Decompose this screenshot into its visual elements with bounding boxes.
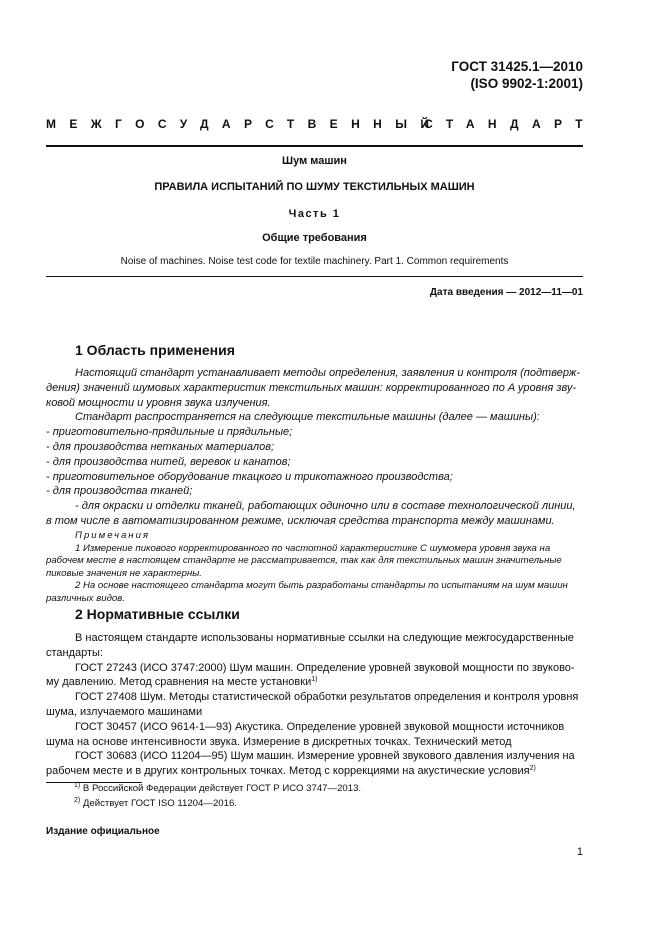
footnote-mark: 1) — [311, 676, 318, 684]
footnote-2 — [74, 798, 237, 809]
section-2-body — [46, 631, 583, 779]
thick-divider — [46, 145, 583, 147]
gost-number: ГОСТ 31425.1—2010 — [451, 59, 583, 74]
list-item: - приготовительно-прядильные и прядильные; — [46, 426, 293, 439]
reference-line: шума на основе интенсивности звука. Измерение в дискретных точках. Технический метод — [46, 735, 512, 748]
note-line: 1 Измерение пикового корректированного по частотной характеристике C шумомера уровня звука на — [75, 542, 551, 554]
iso-number: (ISO 9902-1:2001) — [470, 76, 583, 91]
reference-line: ГОСТ 30683 (ИСО 11204—95) Шум машин. Измерение уровней звукового давления излучения на — [75, 750, 575, 763]
reference-line — [46, 675, 583, 690]
section-1-paragraph-1 — [46, 366, 583, 529]
thin-divider — [46, 276, 583, 277]
reference-line: ГОСТ 30457 (ИСО 9614-1—93) Акустика. Определение уровней звуковой мощности источников — [75, 720, 565, 733]
reference-text: рабочем месте и в других контрольных точках. Метод с коррекциями на акустические условия — [46, 765, 530, 778]
introduction-date: Дата введения — 2012—11—01 — [429, 287, 583, 298]
text-line: дения) значений шумовых характеристик текстильных машин: корректированного по A уровня зву- — [46, 381, 576, 394]
english-title: Noise of machines. Noise test code for textile machinery. Part 1. Common requirements — [120, 256, 509, 267]
note-line: пиковые значения не характерны. — [46, 567, 202, 579]
edition-label: Издание официальное — [46, 826, 160, 837]
note-line: различных видов. — [46, 592, 125, 604]
note-line: рабочем месте в настоящем стандарте не рассматривается, так как для текстильных машин значительные — [46, 555, 562, 567]
notes-label: Примечания — [75, 530, 151, 541]
footnote-mark: 2) — [529, 765, 536, 773]
document-title: ПРАВИЛА ИСПЫТАНИЙ ПО ШУМУ ТЕКСТИЛЬНЫХ МАШИН — [154, 181, 475, 193]
section-1-notes — [46, 530, 583, 606]
section-2-heading: 2 Нормативные ссылки — [75, 606, 240, 622]
page-number: 1 — [576, 846, 583, 858]
footnote-text: Действует ГОСТ ISO 11204—2016. — [82, 798, 237, 809]
footnote-mark: 1) — [74, 782, 81, 789]
footnote-mark: 2) — [74, 797, 81, 804]
list-item: - для производства тканей; — [46, 485, 193, 498]
reference-text: му давлению. Метод сравнения на месте установки — [46, 676, 312, 689]
reference-line: ГОСТ 27408 Шум. Методы статистической обработки результатов определения и контроля уровня — [75, 691, 579, 704]
text-line: стандарты: — [46, 646, 104, 659]
list-item: - для производства нитей, веревок и канатов; — [46, 455, 291, 468]
text-line: ковой мощности и уровня звука излучения. — [46, 396, 271, 409]
list-item: - приготовительное оборудование ткацкого и трикотажного производства; — [46, 470, 453, 483]
text-line: в том числе в автоматизированном режиме, исключая средства транспорта между машинами. — [46, 514, 555, 527]
reference-line: ГОСТ 27243 (ИСО 3747:2000) Шум машин. Определение уровней звуковой мощности по звуково- — [75, 661, 575, 674]
part-label: Часть 1 — [288, 208, 341, 220]
banner-word-interstate: МЕЖГОСУДАРСТВЕННЫЙ — [46, 117, 443, 131]
note-line: 2 На основе настоящего стандарта могут быть разработаны стандарты по испытаниям на шум машин — [75, 580, 568, 592]
list-item: - для окраски и отделки тканей, работающих одиночно или в составе технологической линии, — [75, 500, 576, 513]
title-group: Шум машин — [282, 155, 347, 167]
document-subtitle: Общие требования — [262, 232, 367, 244]
footnote-text: В Российской Федерации действует ГОСТ Р ИСО 3747—2013. — [82, 783, 362, 794]
reference-line: шума, излучаемого машинами — [46, 705, 203, 718]
text-line: Настоящий стандарт устанавливает методы определения, заявления и контроля (подтверж- — [75, 367, 581, 379]
text-line: Стандарт распространяется на следующие текстильные машины (далее — машины): — [75, 411, 540, 424]
list-item: - для производства нетканых материалов; — [46, 440, 275, 453]
reference-line — [46, 764, 583, 779]
banner-word-standard: СТАНДАРТ — [424, 117, 596, 131]
section-1-heading: 1 Область применения — [75, 342, 235, 358]
footnote-1 — [74, 783, 361, 794]
standard-designation — [451, 58, 583, 92]
text-line: В настоящем стандарте использованы нормативные ссылки на следующие межгосударственные — [75, 632, 574, 644]
